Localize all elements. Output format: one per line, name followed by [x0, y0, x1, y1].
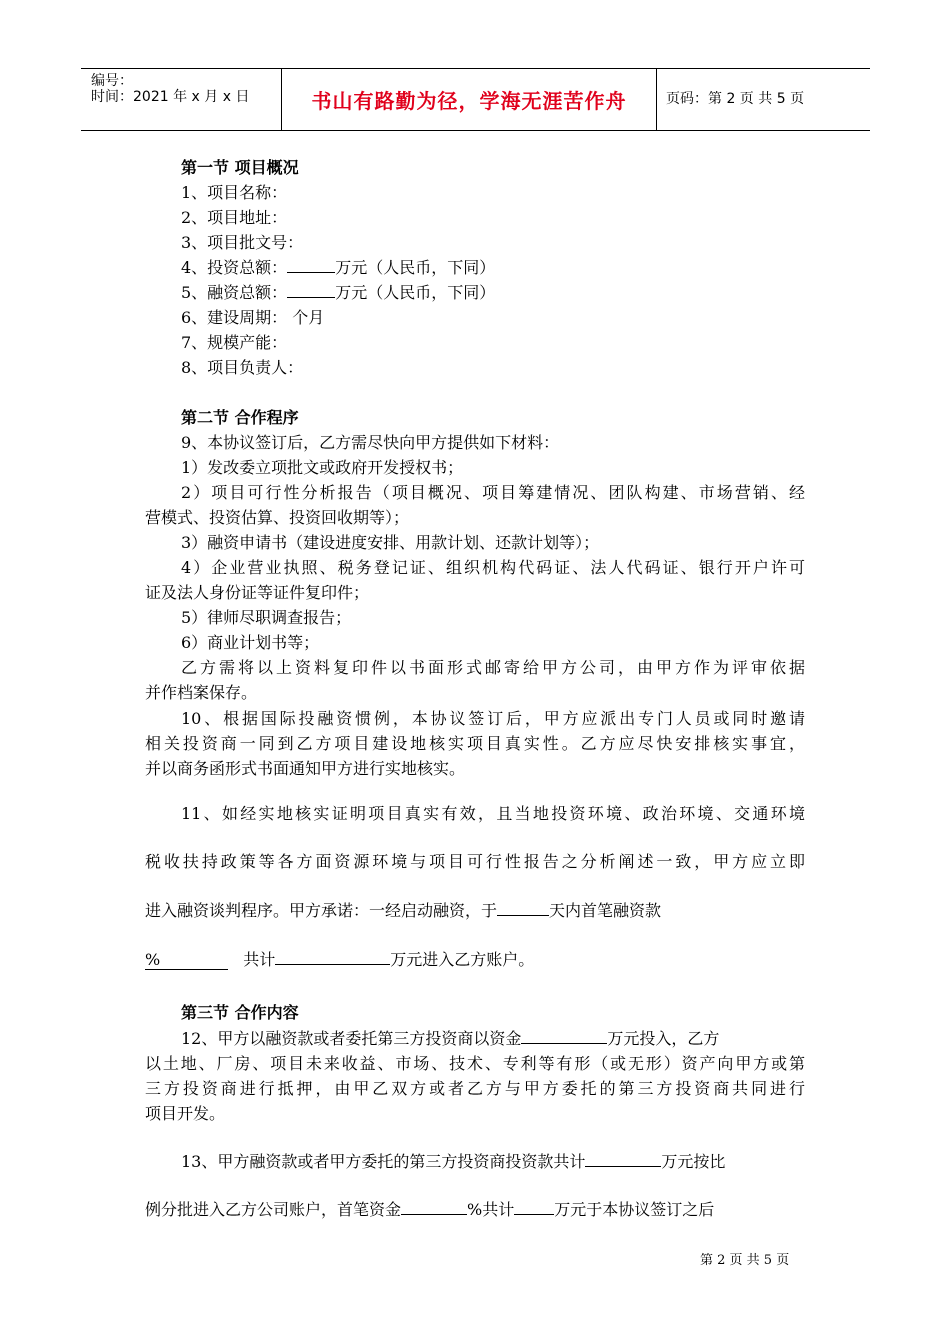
item-2: 2、项目地址：	[181, 208, 288, 227]
list-item: 2）项目可行性分析报告（项目概况、项目筹建情况、团队构建、市场营销、经	[181, 483, 805, 502]
paragraph-line: 并以商务函形式书面通知甲方进行实地核实。	[145, 759, 466, 778]
blank-line	[514, 1200, 554, 1215]
blank-line	[275, 950, 390, 965]
text-span: 万元于本协议签订之后	[554, 1200, 715, 1219]
text-span: 万元进入乙方账户。	[390, 950, 535, 969]
text-span: 天内首笔融资款	[549, 901, 662, 920]
blank-line	[401, 1200, 467, 1215]
item-1: 1、项目名称：	[181, 183, 288, 202]
blank-line	[585, 1152, 661, 1167]
list-item-cont: 证及法人身份证等证件复印件；	[145, 583, 370, 602]
number-label: 编号：	[91, 73, 133, 89]
page-label: 页码：第 2 页 共 5 页	[666, 91, 805, 107]
header-motto-cell	[281, 69, 657, 130]
paragraph-line	[145, 898, 805, 921]
paragraph-12	[181, 1026, 805, 1049]
text-span: 例分批进入乙方公司账户，首笔资金	[145, 1200, 402, 1219]
item-8: 8、项目负责人：	[181, 358, 304, 377]
section-2-title: 第二节 合作程序	[181, 408, 299, 427]
text-span: 万元按比	[661, 1152, 726, 1171]
footer-page-number: 第 2 页 共 5 页	[700, 1253, 790, 1268]
paragraph-line: 三方投资商进行抵押，由甲乙双方或者乙方与甲方委托的第三方投资商共同进行	[145, 1079, 805, 1098]
paragraph-line: 税收扶持政策等各方面资源环境与项目可行性报告之分析阐述一致，甲方应立即	[145, 852, 805, 871]
paragraph-13	[181, 1149, 725, 1172]
item-5	[181, 280, 495, 303]
item-5-unit: 万元（人民币，下同）	[335, 283, 496, 302]
item-3: 3、项目批文号：	[181, 233, 304, 252]
percent-sign: %	[145, 950, 161, 969]
text-span: 万元投入，乙方	[607, 1029, 720, 1048]
list-item: 4）企业营业执照、税务登记证、组织机构代码证、法人代码证、银行开户许可	[181, 558, 805, 577]
header-left-cell	[81, 69, 281, 130]
text-span: 共计	[243, 950, 276, 969]
paragraph-line	[145, 947, 534, 970]
text-span: 13、甲方融资款或者甲方委托的第三方投资商投资款共计	[181, 1152, 586, 1171]
item-6: 6、建设周期： 个月	[181, 308, 325, 327]
section-3-title: 第三节 合作内容	[181, 1003, 299, 1022]
item-4-label: 4、投资总额：	[181, 258, 288, 277]
blank-line	[521, 1029, 607, 1044]
item-7: 7、规模产能：	[181, 333, 288, 352]
blank-line	[497, 901, 549, 916]
item-4	[181, 255, 495, 278]
list-item: 5）律师尽职调查报告；	[181, 608, 352, 627]
paragraph-line: 相关投资商一同到乙方项目建设地核实项目真实性。乙方应尽快安排核实事宜，	[145, 734, 805, 753]
header-page-cell	[656, 69, 870, 130]
header-table	[81, 68, 870, 131]
list-item: 3）融资申请书（建设进度安排、用款计划、还款计划等）；	[181, 533, 600, 552]
blank-line	[287, 258, 335, 273]
item-4-unit: 万元（人民币，下同）	[335, 258, 496, 277]
list-item: 6）商业计划书等；	[181, 633, 320, 652]
text-span: 进入融资谈判程序。甲方承诺：一经启动融资，于	[145, 901, 498, 920]
list-item: 1）发改委立项批文或政府开发授权书；	[181, 458, 464, 477]
text-span: %共计	[467, 1200, 515, 1219]
paragraph-line	[145, 1197, 714, 1220]
paragraph-9: 9、本协议签订后，乙方需尽快向甲方提供如下材料：	[181, 433, 560, 452]
text-span: 12、甲方以融资款或者委托第三方投资商以资金	[181, 1029, 522, 1048]
item-5-label: 5、融资总额：	[181, 283, 288, 302]
section-1-title: 第一节 项目概况	[181, 158, 299, 177]
paragraph-line: 以土地、厂房、项目未来收益、市场、技术、专利等有形（或无形）资产向甲方或第	[145, 1054, 805, 1073]
paragraph-11: 11、如经实地核实证明项目真实有效，且当地投资环境、政治环境、交通环境	[181, 804, 805, 823]
paragraph-line: 项目开发。	[145, 1104, 226, 1123]
paragraph-line: 乙方需将以上资料复印件以书面形式邮寄给甲方公司，由甲方作为评审依据	[181, 658, 805, 677]
paragraph-10: 10、根据国际投融资惯例，本协议签订后，甲方应派出专门人员或同时邀请	[181, 709, 805, 728]
paragraph-line: 并作档案保存。	[145, 683, 258, 702]
list-item-cont: 营模式、投资估算、投资回收期等）；	[145, 508, 410, 527]
motto: 书山有路勤为径，学海无涯苦作舟	[311, 89, 627, 113]
blank-line	[287, 283, 335, 298]
percent-blank	[145, 950, 228, 970]
date-label: 时间：2021 年 x 月 x 日	[91, 89, 250, 105]
